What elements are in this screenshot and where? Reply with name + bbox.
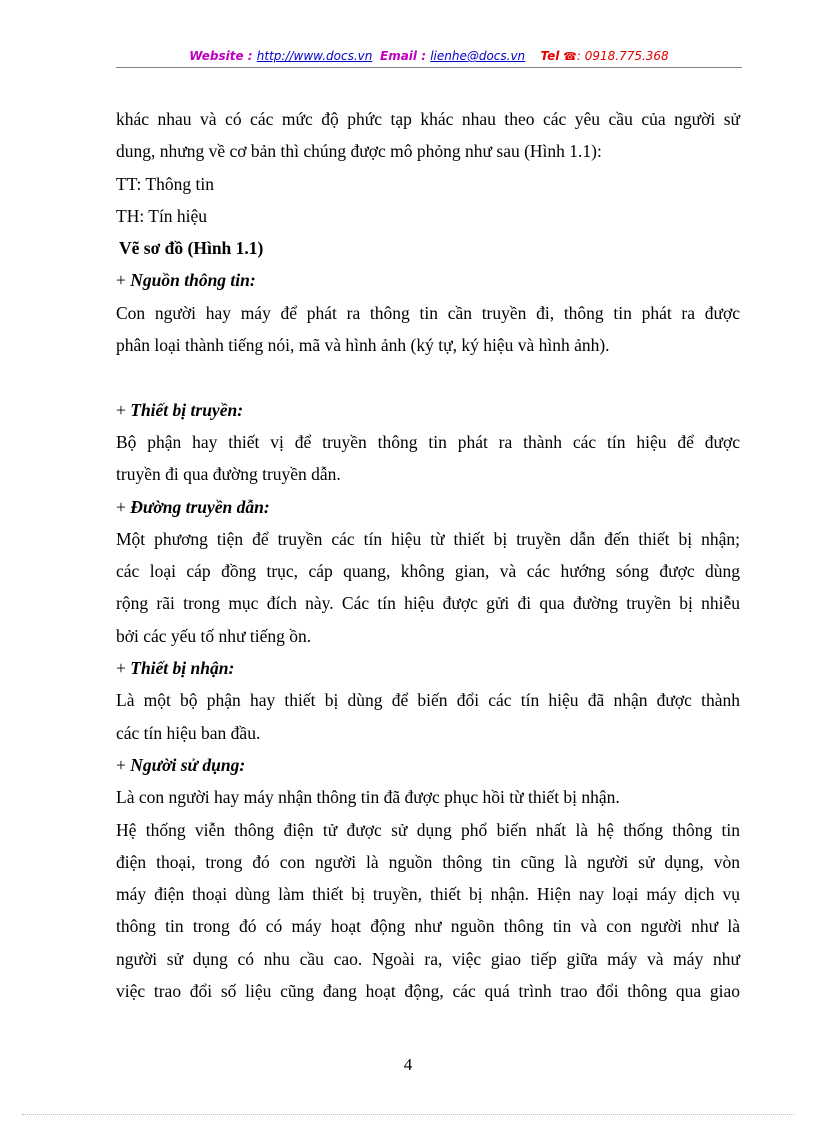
paragraph-line: khác nhau và có các mức độ phức tạp khác nhau theo các yêu cầu của người sử	[116, 109, 740, 129]
email-link[interactable]: lienhe@docs.vn	[430, 49, 526, 63]
paragraph-line: Con người hay máy để phát ra thông tin cần truyền đi, thông tin phát ra được	[116, 302, 740, 323]
bullet-plus: +	[116, 658, 131, 679]
bullet-plus: +	[116, 399, 131, 420]
paragraph-line: truyền đi qua đường truyền dẫn.	[116, 464, 341, 485]
paragraph-line: bởi các yếu tố như tiếng ồn.	[116, 625, 312, 646]
paragraph-line: Hệ thống viễn thông điện tử được sử dụng phổ biến nhất là hệ thống thông tin	[116, 819, 740, 840]
section-title: Nguồn thông tin:	[130, 270, 256, 291]
bullet-plus: +	[116, 754, 131, 775]
section-heading-transmitter	[116, 394, 740, 426]
email-separator: :	[417, 49, 431, 63]
footer-divider	[22, 1114, 794, 1115]
paragraph-line: việc trao đổi số liệu cũng đang hoạt động, các quá trình trao đổi thông qua giao	[116, 981, 740, 1002]
document-body	[116, 103, 740, 1007]
section-heading-channel	[116, 491, 740, 523]
header-divider	[116, 67, 742, 68]
paragraph-line: Là một bộ phận hay thiết bị dùng để biến đổi các tín hiệu đã nhận được thành	[116, 690, 740, 711]
section-title: Thiết bị nhận:	[130, 658, 235, 679]
section-title: Thiết bị truyền:	[130, 399, 244, 420]
paragraph-line: Bộ phận hay thiết vị để truyền thông tin phát ra thành các tín hiệu để được	[116, 431, 740, 452]
paragraph-line: người sử dụng có nhu cầu cao. Ngoài ra, việc giao tiếp giữa máy và máy như	[116, 948, 740, 969]
definition-th: TH: Tín hiệu	[116, 205, 208, 226]
bullet-plus: +	[116, 270, 131, 291]
bullet-plus: +	[116, 496, 131, 517]
section-title: Người sử dụng:	[130, 754, 246, 775]
website-separator: :	[243, 49, 257, 63]
paragraph-line: máy điện thoại dùng làm thiết bị truyền, thiết bị nhận. Hiện nay loại máy dịch vụ	[116, 884, 740, 905]
paragraph-line: các loại cáp đồng trục, cáp quang, không gian, và các hướng sóng được dùng	[116, 561, 740, 582]
paragraph-line: điện thoại, trong đó con người là nguồn thông tin cũng là người sử dụng, vòn	[116, 851, 740, 872]
paragraph-line: thông tin trong đó có máy hoạt động như nguồn thông tin và con người như là	[116, 916, 740, 937]
section-heading-user	[116, 749, 740, 781]
paragraph-line: các tín hiệu ban đầu.	[116, 722, 261, 743]
website-link[interactable]: http://www.docs.vn	[256, 49, 373, 63]
paragraph-line: Một phương tiện để truyền các tín hiệu từ thiết bị truyền dẫn đến thiết bị nhận;	[116, 528, 740, 549]
blank-line	[116, 361, 740, 393]
section-heading-receiver	[116, 652, 740, 684]
paragraph-line: rộng rãi trong mục đích này. Các tín hiệu được gửi đi qua đường truyền bị nhiễu	[116, 593, 740, 614]
paragraph-line: dung, nhưng về cơ bản thì chúng được mô phỏng như sau (Hình 1.1):	[116, 141, 602, 162]
page-header	[116, 48, 742, 65]
definition-tt: TT: Thông tin	[116, 173, 214, 194]
diagram-heading: Vẽ sơ đồ (Hình 1.1)	[119, 238, 264, 259]
website-label: Website	[189, 49, 244, 63]
page-number: 4	[403, 1055, 413, 1074]
paragraph-line: phân loại thành tiếng nói, mã và hình ảnh (ký tự, ký hiệu và hình ảnh).	[116, 335, 610, 356]
phone-icon: ☎	[563, 50, 577, 63]
section-title: Đường truyền dẫn:	[130, 496, 270, 517]
email-label: Email	[380, 49, 418, 63]
paragraph-line: Là con người hay máy nhận thông tin đã được phục hồi từ thiết bị nhận.	[116, 787, 620, 808]
phone-number: : 0918.775.368	[576, 49, 669, 63]
tel-label: Tel	[540, 49, 560, 63]
section-heading-source	[116, 264, 740, 296]
